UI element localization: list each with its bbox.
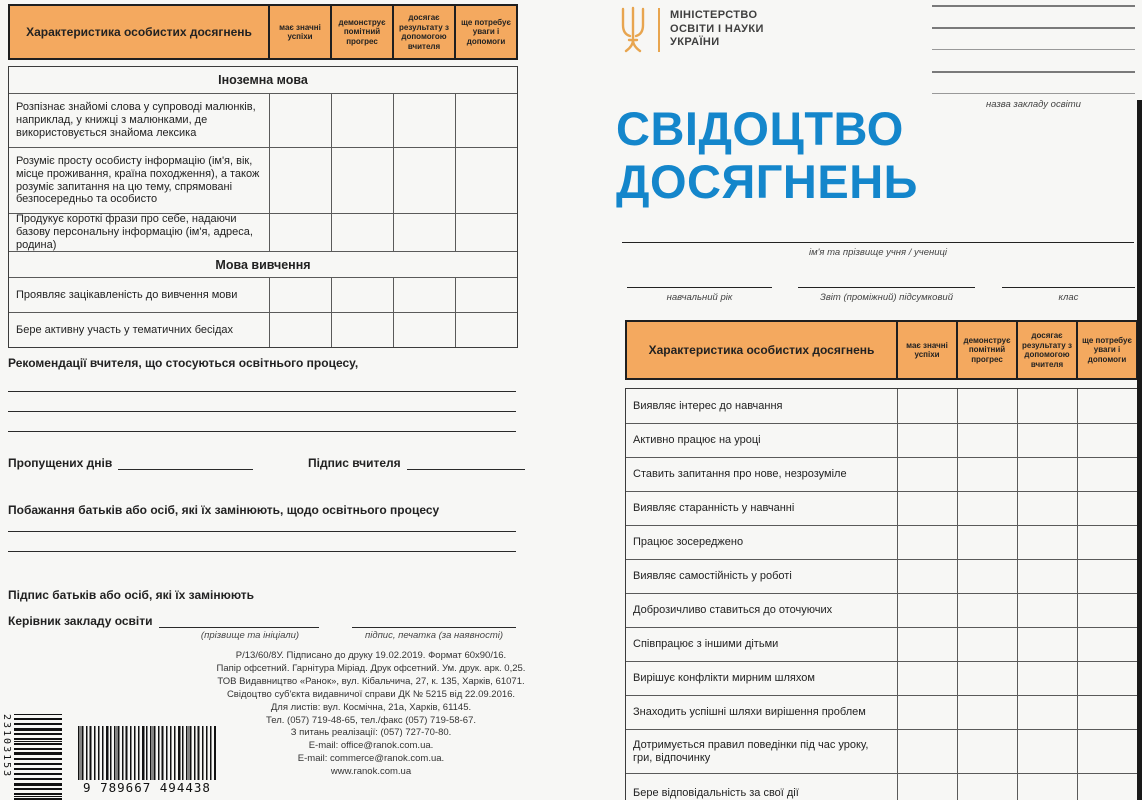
grade-caption: клас: [1058, 292, 1079, 303]
checkbox-cell[interactable]: [957, 774, 1017, 800]
row-label: Розуміє просту особисту інформацію (ім'я, вік, місце проживання, країна походження), а також розуміє запитання на цю тему, спрямовані безпосередньо та особисто: [16, 155, 260, 206]
table-row: [9, 213, 517, 251]
checkbox-cell[interactable]: [897, 628, 957, 661]
checkbox-cell[interactable]: [393, 148, 455, 213]
grade-line[interactable]: [1002, 287, 1135, 288]
checkbox-cell[interactable]: [393, 313, 455, 347]
checkbox-cell[interactable]: [897, 730, 957, 773]
checkbox-cell[interactable]: [1017, 389, 1077, 423]
table-row: [626, 593, 1137, 627]
checkbox-cell[interactable]: [1017, 696, 1077, 729]
checkbox-cell[interactable]: [1077, 628, 1137, 661]
checkbox-cell[interactable]: [897, 526, 957, 559]
checkbox-cell[interactable]: [1077, 662, 1137, 695]
table-row: [9, 312, 517, 347]
checkbox-cell[interactable]: [1017, 526, 1077, 559]
row-label: Бере активну участь у тематичних бесідах: [16, 323, 234, 336]
imprint-line: ТОВ Видавництво «Ранок», вул. Кібальчича, 27, к. 135, Харків, 61071.: [217, 675, 525, 687]
row-label: Виявляє інтерес до навчання: [633, 399, 783, 412]
row-label: Працює зосереджено: [633, 536, 744, 549]
checkbox-cell[interactable]: [1017, 560, 1077, 593]
checkbox-cell[interactable]: [897, 458, 957, 491]
left-assessment-header: [8, 4, 518, 60]
write-in-line[interactable]: [118, 458, 253, 470]
row-label: Ставить запитання про нове, незрозуміле: [633, 468, 847, 481]
checkbox-cell[interactable]: [897, 492, 957, 525]
assessment-col-header: ще потребує уваги і допомоги: [1076, 322, 1136, 378]
row-label: Знаходить успішні шляхи вирішення проблем: [633, 706, 866, 719]
checkbox-cell[interactable]: [957, 628, 1017, 661]
imprint-line: www.ranok.com.ua: [330, 766, 412, 778]
head-name-caption: (прізвище та ініціали): [200, 630, 300, 641]
section-title-foreign-language: Іноземна мова: [218, 73, 308, 87]
write-in-line[interactable]: [8, 551, 516, 552]
checkbox-cell[interactable]: [1017, 458, 1077, 491]
checkbox-cell[interactable]: [1077, 389, 1137, 423]
assessment-header-title: Характеристика особистих досягнень: [648, 343, 875, 357]
checkbox-cell[interactable]: [1077, 424, 1137, 457]
school-name-line[interactable]: [932, 93, 1135, 94]
checkbox-cell[interactable]: [331, 278, 393, 312]
school-year-caption: навчальний рік: [666, 292, 733, 303]
row-label: Проявляє зацікавленість до вивчення мови: [16, 288, 238, 301]
checkbox-cell[interactable]: [897, 389, 957, 423]
table-row: [626, 695, 1137, 729]
checkbox-cell[interactable]: [897, 662, 957, 695]
assessment-col-header: досягає результату з допомогою вчителя: [1016, 322, 1076, 378]
ministry-name: [670, 9, 764, 50]
trident-icon: [616, 6, 650, 54]
teacher-signature-label: Підпис вчителя: [308, 456, 401, 470]
checkbox-cell[interactable]: [957, 458, 1017, 491]
checkbox-cell[interactable]: [1017, 730, 1077, 773]
imprint-line: E-mail: commerce@ranok.com.ua.: [297, 753, 445, 765]
checkbox-cell[interactable]: [1077, 526, 1137, 559]
checkbox-cell[interactable]: [269, 214, 331, 251]
checkbox-cell[interactable]: [897, 424, 957, 457]
report-type-line[interactable]: [798, 287, 975, 288]
school-name-line[interactable]: [932, 49, 1135, 50]
imprint-line: Папір офсетний. Гарнітура Міріад. Друк офсетний. Ум. друк. арк. 0,25.: [216, 662, 526, 674]
table-row: [626, 423, 1137, 457]
vertical-barcode: [14, 714, 62, 800]
row-label: Бере відповідальність за свої дії: [633, 787, 799, 800]
write-in-line[interactable]: [159, 616, 319, 628]
table-row: [626, 661, 1137, 695]
write-in-line[interactable]: [8, 411, 516, 412]
checkbox-cell[interactable]: [269, 313, 331, 347]
document-title: [616, 102, 918, 208]
write-in-line[interactable]: [8, 391, 516, 392]
checkbox-cell[interactable]: [897, 594, 957, 627]
table-row: [626, 457, 1137, 491]
checkbox-cell[interactable]: [957, 560, 1017, 593]
checkbox-cell[interactable]: [1077, 696, 1137, 729]
title-line: СВІДОЦТВО: [616, 102, 904, 155]
checkbox-cell[interactable]: [1017, 594, 1077, 627]
checkbox-cell[interactable]: [269, 94, 331, 147]
assessment-col-header: ще потребує уваги і допомоги: [454, 6, 516, 58]
right-assessment-table: [625, 388, 1138, 800]
assessment-col-header: демонструє помітний прогрес: [330, 6, 392, 58]
write-in-line[interactable]: [8, 431, 516, 432]
checkbox-cell[interactable]: [1077, 730, 1137, 773]
title-line: ДОСЯГНЕНЬ: [616, 155, 918, 208]
imprint-line: З питань реалізації: (057) 727-70-80.: [290, 727, 452, 739]
row-label: Продукує короткі фрази про себе, надаючи базову персональну інформацію (ім'я, адреса, родина): [16, 213, 253, 251]
row-label: Співпрацює з іншими дітьми: [633, 638, 779, 651]
head-of-institution-label: Керівник закладу освіти: [8, 614, 153, 628]
right-assessment-header: [625, 320, 1138, 380]
checkbox-cell[interactable]: [393, 214, 455, 251]
student-name-line[interactable]: [622, 242, 1134, 243]
table-row: [626, 559, 1137, 593]
imprint-line: Свідоцтво суб'єкта видавничої справи ДК № 5215 від 22.09.2016.: [226, 688, 516, 700]
school-name-line[interactable]: [932, 5, 1135, 7]
parents-wishes-label: Побажання батьків або осіб, які їх замінюють, щодо освітнього процесу: [8, 503, 440, 517]
write-in-line[interactable]: [8, 531, 516, 532]
checkbox-cell[interactable]: [1077, 492, 1137, 525]
checkbox-cell[interactable]: [897, 696, 957, 729]
checkbox-cell[interactable]: [331, 148, 393, 213]
ean-barcode-digits: 9 789667 494438: [83, 780, 211, 795]
checkbox-cell[interactable]: [1077, 774, 1137, 800]
checkbox-cell[interactable]: [897, 774, 957, 800]
publisher-imprint: [180, 650, 562, 779]
table-row: [9, 93, 517, 147]
checkbox-cell[interactable]: [957, 389, 1017, 423]
assessment-col-header: має значні успіхи: [896, 322, 956, 378]
vertical-barcode-digits: 23103153: [1, 714, 12, 779]
write-in-line[interactable]: [407, 458, 525, 470]
write-in-line[interactable]: [352, 627, 516, 628]
logo-divider: [658, 8, 660, 52]
teacher-recommendations-label: Рекомендації вчителя, що стосуються освітнього процесу,: [8, 356, 359, 370]
table-row: [626, 773, 1137, 800]
checkbox-cell[interactable]: [393, 278, 455, 312]
table-row: [9, 277, 517, 312]
checkbox-cell[interactable]: [1077, 560, 1137, 593]
assessment-col-header: демонструє помітний прогрес: [956, 322, 1016, 378]
left-assessment-table: [8, 66, 518, 348]
checkbox-cell[interactable]: [1017, 424, 1077, 457]
row-label: Дотримується правил поведінки під час уроку, гри, відпочинку: [633, 738, 869, 764]
row-label: Вирішує конфлікти мирним шляхом: [633, 672, 815, 685]
table-row: [626, 729, 1137, 773]
table-row: [626, 627, 1137, 661]
row-label: Виявляє самостійність у роботі: [633, 570, 792, 583]
checkbox-cell[interactable]: [957, 492, 1017, 525]
checkbox-cell[interactable]: [269, 278, 331, 312]
checkbox-cell[interactable]: [455, 148, 517, 213]
head-of-institution-field: [8, 614, 319, 628]
row-label: Виявляє старанність у навчанні: [633, 502, 795, 515]
school-name-line[interactable]: [932, 27, 1135, 29]
checkbox-cell[interactable]: [1017, 492, 1077, 525]
checkbox-cell[interactable]: [1017, 628, 1077, 661]
checkbox-cell[interactable]: [331, 313, 393, 347]
ministry-line: УКРАЇНИ: [670, 36, 720, 48]
checkbox-cell[interactable]: [957, 526, 1017, 559]
assessment-header-title: Характеристика особистих досягнень: [26, 25, 252, 39]
checkbox-cell[interactable]: [1077, 458, 1137, 491]
school-year-line[interactable]: [627, 287, 772, 288]
table-row: [9, 147, 517, 213]
checkbox-cell[interactable]: [957, 594, 1017, 627]
checkbox-cell[interactable]: [331, 214, 393, 251]
imprint-line: Р/13/60/8У. Підписано до друку 19.02.2019. Формат 60х90/16.: [235, 650, 507, 661]
missed-days-label: Пропущених днів: [8, 456, 113, 470]
missed-days-field: [8, 456, 253, 470]
checkbox-cell[interactable]: [957, 424, 1017, 457]
assessment-col-header: досягає результату з допомогою вчителя: [392, 6, 454, 58]
checkbox-cell[interactable]: [455, 214, 517, 251]
checkbox-cell[interactable]: [897, 560, 957, 593]
checkbox-cell[interactable]: [1017, 662, 1077, 695]
checkbox-cell[interactable]: [393, 94, 455, 147]
row-label: Активно працює на уроці: [633, 434, 761, 447]
checkbox-cell[interactable]: [957, 662, 1017, 695]
parents-signature-label: Підпис батьків або осіб, які їх замінюють: [8, 588, 255, 602]
assessment-col-header: має значні успіхи: [268, 6, 330, 58]
row-label: Розпізнає знайомі слова у супроводі малюнків, наприклад, у книжці з малюнками, де використовується знайома лексика: [16, 101, 256, 139]
checkbox-cell[interactable]: [1017, 774, 1077, 800]
checkbox-cell[interactable]: [331, 94, 393, 147]
checkbox-cell[interactable]: [957, 696, 1017, 729]
page-edge: [1137, 100, 1142, 800]
school-name-caption: назва закладу освіти: [986, 99, 1081, 110]
checkbox-cell[interactable]: [269, 148, 331, 213]
checkbox-cell[interactable]: [455, 313, 517, 347]
checkbox-cell[interactable]: [455, 94, 517, 147]
checkbox-cell[interactable]: [455, 278, 517, 312]
ean-barcode: [78, 726, 216, 780]
school-name-line[interactable]: [932, 71, 1135, 73]
imprint-line: Для листів: вул. Космічна, 21а, Харків, 61145.: [270, 701, 472, 713]
checkbox-cell[interactable]: [957, 730, 1017, 773]
table-row: [626, 389, 1137, 423]
student-name-caption: ім'я та прізвище учня / учениці: [808, 247, 948, 258]
ministry-line: МІНІСТЕРСТВО: [670, 9, 758, 21]
head-signature-caption: підпис, печатка (за наявності): [364, 630, 504, 641]
row-label: Доброзичливо ставиться до оточуючих: [633, 604, 833, 617]
table-row: [626, 525, 1137, 559]
teacher-signature-field: [308, 456, 525, 470]
imprint-line: E-mail: office@ranok.com.ua.: [308, 740, 434, 752]
checkbox-cell[interactable]: [1077, 594, 1137, 627]
imprint-line: Тел. (057) 719-48-65, тел./факс (057) 719-58-67.: [265, 714, 477, 726]
report-type-caption: Звіт (проміжний) підсумковий: [820, 292, 953, 303]
ministry-line: ОСВІТИ І НАУКИ: [670, 22, 764, 35]
table-row: [626, 491, 1137, 525]
section-title-language-of-study: Мова вивчення: [9, 251, 517, 277]
